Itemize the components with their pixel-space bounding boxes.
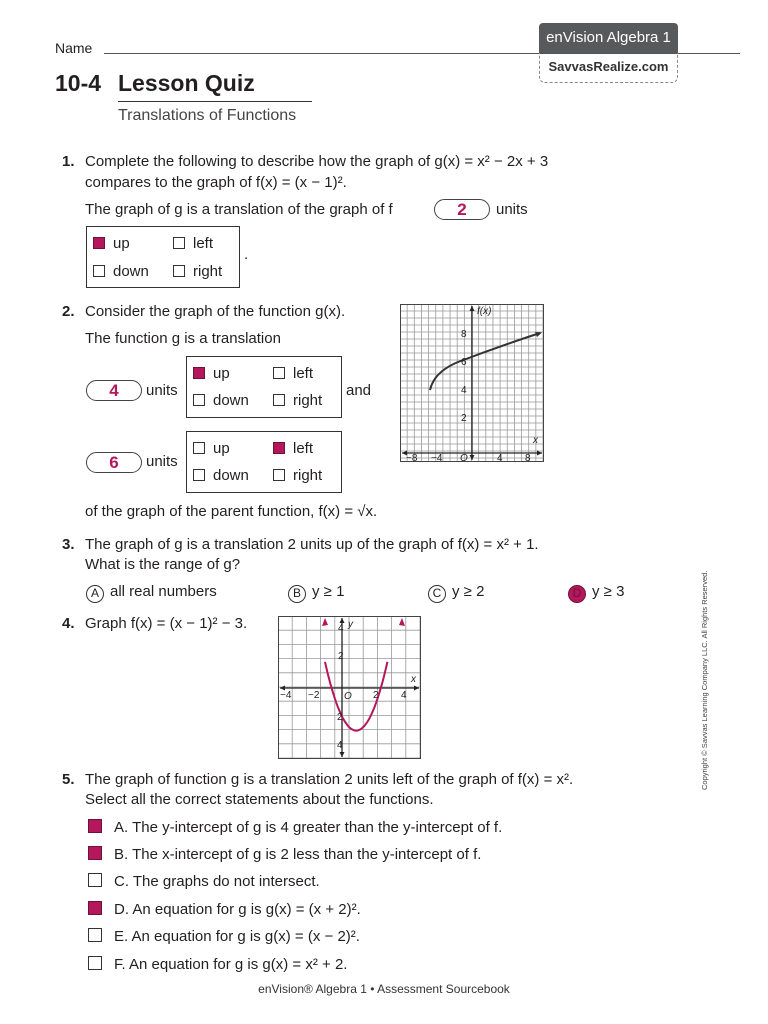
q5-statement-f[interactable]: F. An equation for g is g(x) = x² + 2. [88,955,347,975]
q1-option-left[interactable]: left [173,234,213,254]
q2-a-checkbox-right[interactable] [273,394,285,406]
q5-statement-e[interactable]: E. An equation for g is g(x) = (x − 2)². [88,927,360,947]
q3-bubble-d[interactable]: D [568,585,586,603]
q5-line2: Select all the correct statements about the functions. [85,791,434,808]
q4-x-label: x [411,674,416,685]
q2-line3: of the graph of the parent function, f(x) = √x. [85,503,378,520]
q5-statement-d[interactable]: D. An equation for g is g(x) = (x + 2)². [88,900,361,920]
q3-number: 3. [62,536,75,553]
q1-checkbox-left[interactable] [173,237,185,249]
q2-a-checkbox-up[interactable] [193,367,205,379]
q2-b-checkbox-left[interactable] [273,442,285,454]
q4-x-tick-neg2: −2 [308,690,320,701]
q4-arrow-left [322,618,328,626]
q2-y-tick-6: 6 [461,357,467,368]
q2-line1: Consider the graph of the function g(x). [85,303,346,320]
q3-bubble-a[interactable]: A [86,585,104,603]
q2-origin: O [460,453,468,462]
q2-x-tick-4: 4 [497,453,503,462]
q2-y-tick-4: 4 [461,385,467,396]
website-link[interactable]: SavvasRealize.com [539,53,678,83]
q5-checkbox-c[interactable] [88,873,102,887]
q2-a-option-down[interactable]: down [193,391,249,411]
q3-choice-d[interactable]: D y ≥ 3 [568,582,624,603]
page-subtitle: Translations of Functions [118,107,297,124]
q3-bubble-b[interactable]: B [288,585,306,603]
q3-line1: The graph of g is a translation 2 units up of the graph of f(x) = x² + 1. [85,536,539,553]
q2-and: and [346,382,372,399]
q1-direction-box [86,226,240,288]
q2-b-checkbox-up[interactable] [193,442,205,454]
q5-checkbox-b[interactable] [88,846,102,860]
q2-curve [430,333,540,390]
q2-a-option-right[interactable]: right [273,391,322,411]
q2-x-tick-neg8: −8 [406,453,418,462]
q4-x-tick-4: 4 [401,690,407,701]
q1-line1: Complete the following to describe how the graph of g(x) = x² − 2x + 3 [85,153,549,170]
page-title: Lesson Quiz [118,70,255,96]
title-rule [118,101,312,102]
q1-checkbox-up[interactable] [93,237,105,249]
q4-number: 4. [62,615,75,632]
q2-a-checkbox-left[interactable] [273,367,285,379]
q5-checkbox-e[interactable] [88,928,102,942]
q2-units2: units [146,453,178,470]
q2-graph [400,304,544,462]
q2-x-label: x [533,435,538,446]
q4-y-tick-4: 4 [338,623,344,634]
q1-option-up[interactable]: up [93,234,130,254]
q5-statement-a[interactable]: A. The y-intercept of g is 4 greater than the y-intercept of f. [88,818,502,838]
q5-number: 5. [62,771,75,788]
q2-b-checkbox-down[interactable] [193,469,205,481]
brand-banner [539,23,678,53]
q1-checkbox-down[interactable] [93,265,105,277]
q1-line2: compares to the graph of f(x) = (x − 1)². [85,174,347,191]
q4-y-label: y [348,619,353,630]
q4-y-tick-2: 2 [338,651,344,662]
q3-bubble-c[interactable]: C [428,585,446,603]
q5-line1: The graph of function g is a translation 2 units left of the graph of f(x) = x². [85,771,574,788]
q2-direction-box2 [186,431,342,493]
q4-x-tick-neg4: −4 [280,690,292,701]
q2-b-option-down[interactable]: down [193,466,249,486]
q2-a-option-left[interactable]: left [273,364,313,384]
q1-checkbox-right[interactable] [173,265,185,277]
q4-graph[interactable] [278,616,421,759]
q2-y-tick-2: 2 [461,413,467,424]
q1-answer-field[interactable]: 2 [434,199,490,220]
q4-x-tick-2: 2 [373,690,379,701]
q1-period: . [244,246,249,263]
q4-arrow-right [399,618,405,626]
q2-answer2-field[interactable]: 6 [86,452,142,473]
q3-choice-b[interactable]: B y ≥ 1 [288,582,344,603]
q2-line2: The function g is a translation [85,330,281,347]
q1-number: 1. [62,153,75,170]
q2-direction-box1 [186,356,342,418]
q3-line2: What is the range of g? [85,556,241,573]
q4-origin: O [344,691,352,702]
q2-answer1-field[interactable]: 4 [86,380,142,401]
q5-statement-b[interactable]: B. The x-intercept of g is 2 less than the y-intercept of f. [88,845,481,865]
brand-name: enVision Algebra 1 [546,29,671,46]
q4-y-tick-neg4: 4 [337,740,343,751]
q5-statement-c[interactable]: C. The graphs do not intersect. [88,872,320,892]
q4-y-tick-neg2: 2 [337,712,343,723]
q2-y-tick-8: 8 [461,329,467,340]
copyright-notice: Copyright © Savvas Learning Company LLC. All Rights Reserved. [700,570,709,790]
q1-units: units [496,201,528,218]
q2-x-tick-neg4: −4 [431,453,443,462]
q2-x-tick-8: 8 [525,453,531,462]
name-label: Name [55,40,93,56]
q1-line3: The graph of g is a translation of the graph of f [85,201,393,218]
q1-option-right[interactable]: right [173,262,222,282]
q2-b-checkbox-right[interactable] [273,469,285,481]
q3-choice-a[interactable]: A all real numbers [86,582,217,603]
q1-option-down[interactable]: down [93,262,149,282]
q2-units1: units [146,382,178,399]
q2-b-option-up[interactable]: up [193,439,230,459]
q2-b-option-left[interactable]: left [273,439,313,459]
q5-checkbox-d[interactable] [88,901,102,915]
q2-y-label: f(x) [477,306,492,317]
page-footer: enVision® Algebra 1 • Assessment Sourcebook [258,982,510,996]
q4-prompt: Graph f(x) = (x − 1)² − 3. [85,615,248,632]
q2-a-option-up[interactable]: up [193,364,230,384]
q2-a-checkbox-down[interactable] [193,394,205,406]
lesson-number: 10-4 [55,70,102,96]
q5-checkbox-a[interactable] [88,819,102,833]
q3-choice-c[interactable]: C y ≥ 2 [428,582,484,603]
q2-number: 2. [62,303,75,320]
q2-b-option-right[interactable]: right [273,466,322,486]
q5-checkbox-f[interactable] [88,956,102,970]
